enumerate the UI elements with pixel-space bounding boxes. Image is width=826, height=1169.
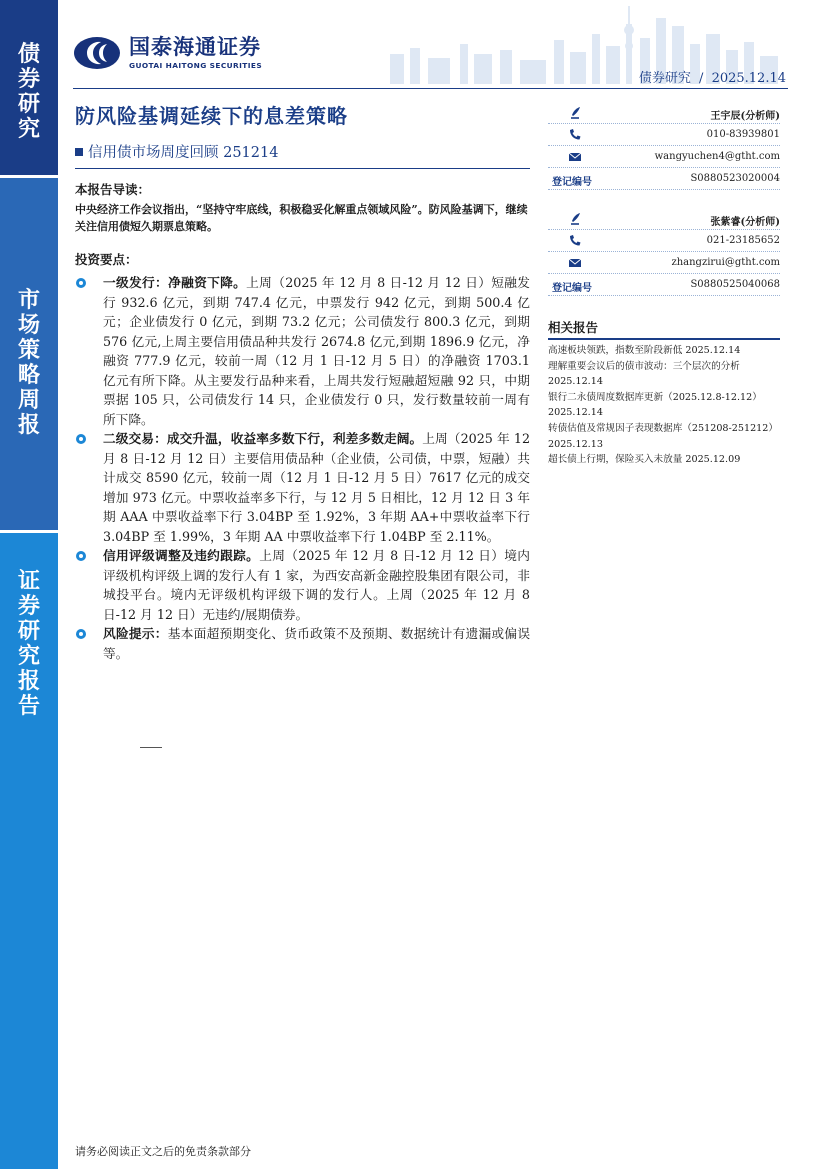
company-logo	[73, 36, 262, 70]
analyst-email-row	[548, 252, 780, 274]
report-category: 债券研究	[638, 71, 691, 86]
analyst-phone: 010-83939801	[706, 129, 780, 140]
analyst-icon	[568, 212, 582, 225]
analyst-email[interactable]: zhangzirui@gtht.com	[671, 257, 780, 268]
report-date: 2025.12.14	[711, 71, 786, 86]
key-point-text: 基本面超预期变化、货币政策不及预期、数据统计有遗漏或偏误等。	[103, 626, 531, 661]
title-divider	[75, 168, 530, 169]
registration-number: S0880525040068	[690, 279, 780, 290]
email-icon	[568, 150, 582, 163]
analyst-name-row	[548, 102, 780, 124]
registration-number: S0880523020004	[690, 173, 780, 184]
analyst-email-row	[548, 146, 780, 168]
related-report-item[interactable]: 高速板块领跌，指数至阶段新低 2025.12.14	[548, 345, 741, 356]
key-point-item	[75, 546, 530, 624]
key-point-item	[75, 273, 530, 429]
side-band-bottom	[0, 533, 58, 1169]
analyst-name: 王宇辰(分析师)	[710, 111, 780, 122]
key-point-lead: 信用评级调整及违约跟踪。	[103, 548, 260, 563]
key-point-lead: 二级交易：成交升温，收益率多数下行，利差多数走阔。	[103, 431, 423, 446]
analyst-phone-row	[548, 124, 780, 146]
header-separator: /	[699, 71, 704, 86]
side-label-weekly-strategy: 市场策略周报	[17, 287, 40, 438]
logo-english-name: GUOTAI HAITONG SECURITIES	[129, 61, 263, 70]
side-band-middle	[0, 178, 58, 530]
key-points-list	[75, 273, 530, 663]
analyst-icon	[568, 106, 582, 119]
related-reports-list	[548, 343, 780, 468]
bullet-dot-icon	[76, 551, 86, 561]
square-bullet-icon	[75, 148, 83, 156]
phone-icon	[568, 128, 582, 141]
report-subtitle	[75, 141, 278, 162]
bullet-dot-icon	[76, 629, 86, 639]
key-point-lead: 一级发行：净融资下降。	[103, 275, 247, 290]
phone-icon	[568, 234, 582, 247]
analyst-email[interactable]: wangyuchen4@gtht.com	[654, 151, 780, 162]
key-point-lead: 风险提示：	[103, 626, 168, 641]
side-band	[0, 0, 58, 1169]
key-point-text: 上周（2025 年 12 月 8 日-12 月 12 日）短融发行 932.6 亿元，到期 747.4 亿元，中票发行 942 亿元，到期 500.4 亿元；企业债发行 0 亿元，到期 73.2 亿元；公司债发行 800.3 亿元，到期 576 亿元,上周主要信用债品种共发行 2674.8 亿元,到期 1896.9 亿元，净融资 777.9 亿元，较前一周（12 月 1 日-12 月 5 日）的净融资 1703.1 亿元有所下降。从主要发行品种来看，上周共发行短融超短融 92 只，中期票据 105 只，公司债发行 14 只，企业债发行 0 只，发行数量较前一周有所下降。	[103, 275, 530, 427]
report-title: 防风险基调延续下的息差策略	[75, 104, 348, 128]
bullet-dot-icon	[76, 434, 86, 444]
key-point-item	[75, 429, 530, 546]
disclaimer-footer: 请务必阅读正文之后的免责条款部分	[75, 1145, 251, 1158]
analyst-phone: 021-23185652	[706, 235, 780, 246]
intro-heading: 本报告导读：	[75, 182, 151, 197]
related-report-item[interactable]: 超长债上行期，保险买入未放量 2025.12.09	[548, 454, 741, 466]
analyst-card	[548, 102, 780, 190]
analyst-name: 张紫睿(分析师)	[710, 217, 780, 228]
intro-text: 中央经济工作会议指出，“坚持守牢底线，积极稳妥化解重点领域风险”。防风险基调下，继续关注信用债短久期票息策略。	[75, 203, 528, 233]
key-point-text: 上周（2025 年 12 月 8 日-12 月 12 日）境内评级机构评级上调的发行人有 1 家，为西安高新金融控股集团有限公司，非城投平台。境内无评级机构评级下调的发行人。上周（2025 年 12 月 8 日-12 月 12 日）无违约/展期债券。	[103, 548, 530, 622]
related-report-item[interactable]: 银行二永债周度数据库更新（2025.12.8-12.12） 2025.12.14	[548, 391, 762, 419]
registration-label: 登记编号	[552, 283, 592, 294]
related-reports-heading: 相关报告	[548, 320, 599, 335]
analyst-name-row	[548, 208, 780, 230]
side-band-top	[0, 0, 58, 175]
related-report-item[interactable]: 理解重要会议后的债市波动：三个层次的分析 2025.12.14	[548, 360, 740, 388]
key-point-text: 上周（2025 年 12 月 8 日-12 月 12 日）主要信用债品种（企业债，公司债，中票，短融）共计成交 8590 亿元，较前一周（12 月 1 日-12 月 5 日）7617 亿元的成交增加 973 亿元。中票收益率多下行，与 12 月 5 日相比，12 月 12 日 3 年期 AAA 中票收益率下行 3.04BP 至 1.92%，3 年期 AA+中票收益率下行 3.04BP 至 1.99%，3 年期 AA 中票收益率下行 1.04BP 至 2.11%。	[103, 431, 531, 544]
logo-mark-icon	[73, 36, 121, 70]
registration-label: 登记编号	[552, 177, 592, 188]
related-reports-divider	[548, 338, 780, 340]
analyst-card	[548, 208, 780, 296]
small-dash-mark	[140, 747, 162, 748]
analyst-registration-row	[548, 274, 780, 296]
key-points-heading: 投资要点：	[75, 252, 138, 267]
header-divider	[73, 88, 788, 89]
analyst-phone-row	[548, 230, 780, 252]
logo-name: 国泰海通证券	[129, 35, 261, 59]
header-meta	[635, 67, 786, 86]
report-subtitle-text: 信用债市场周度回顾 251214	[88, 145, 279, 161]
bullet-dot-icon	[76, 278, 86, 288]
key-point-item	[75, 624, 530, 663]
related-report-item[interactable]: 转债估值及常规因子表现数据库（251208-251212） 2025.12.13	[548, 422, 778, 450]
side-label-securities-report: 证券研究报告	[17, 568, 40, 719]
email-icon	[568, 256, 582, 269]
side-label-bond-research: 债券研究	[17, 41, 40, 142]
analyst-registration-row	[548, 168, 780, 190]
